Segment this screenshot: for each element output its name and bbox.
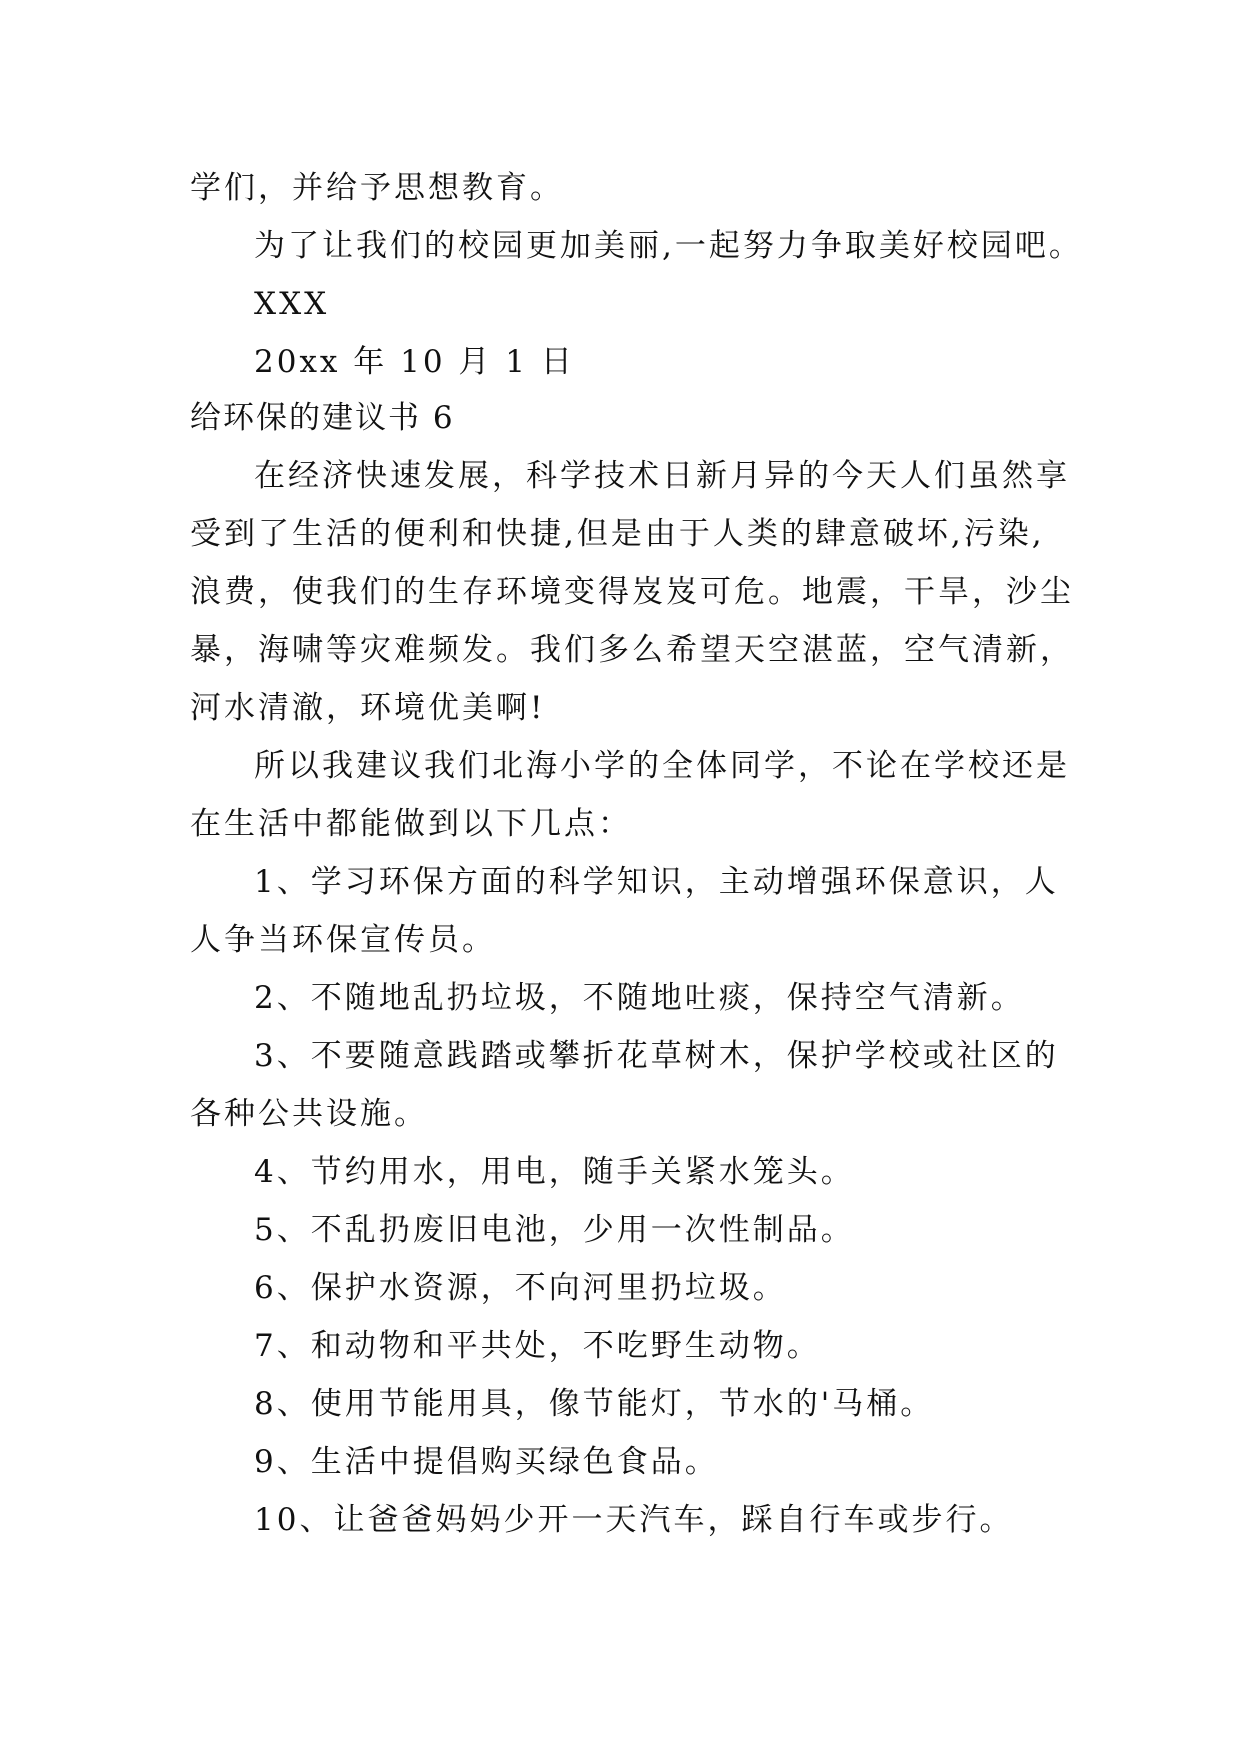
text-line: 暴，海啸等灾难频发。我们多么希望天空湛蓝，空气清新， bbox=[190, 632, 1074, 668]
signature-name: XXX bbox=[254, 286, 330, 322]
date-line: 20xx 年 10 月 1 日 bbox=[254, 344, 575, 380]
list-item: 6、保护水资源，不向河里扔垃圾。 bbox=[254, 1270, 787, 1306]
list-item: 10、让爸爸妈妈少开一天汽车，踩自行车或步行。 bbox=[254, 1502, 1014, 1538]
text-line: 所以我建议我们北海小学的全体同学，不论在学校还是 bbox=[254, 748, 1070, 784]
text-line: 受到了生活的便利和快捷,但是由于人类的肆意破坏,污染, bbox=[190, 516, 1045, 552]
text-line: 学们，并给予思想教育。 bbox=[190, 170, 564, 206]
list-item: 2、不随地乱扔垃圾，不随地吐痰，保持空气清新。 bbox=[254, 980, 1025, 1016]
list-item: 5、不乱扔废旧电池，少用一次性制品。 bbox=[254, 1212, 855, 1248]
list-item: 3、不要随意践踏或攀折花草树木，保护学校或社区的 bbox=[254, 1038, 1059, 1074]
list-item: 7、和动物和平共处，不吃野生动物。 bbox=[254, 1328, 821, 1364]
list-item: 1、学习环保方面的科学知识，主动增强环保意识，人 bbox=[254, 864, 1059, 900]
list-item: 9、生活中提倡购买绿色食品。 bbox=[254, 1444, 719, 1480]
text-line: 河水清澈，环境优美啊! bbox=[190, 690, 546, 726]
list-item: 4、节约用水，用电，随手关紧水笼头。 bbox=[254, 1154, 855, 1190]
text-line: 各种公共设施。 bbox=[190, 1096, 428, 1132]
text-line: 为了让我们的校园更加美丽,一起努力争取美好校园吧。 bbox=[254, 228, 1083, 264]
list-item: 8、使用节能用具，像节能灯，节水的'马桶。 bbox=[254, 1386, 935, 1422]
text-line: 浪费，使我们的生存环境变得岌岌可危。地震，干旱，沙尘 bbox=[190, 574, 1074, 610]
text-line: 人争当环保宣传员。 bbox=[190, 922, 496, 958]
section-title: 给环保的建议书 6 bbox=[190, 400, 455, 436]
text-line: 在经济快速发展，科学技术日新月异的今天人们虽然享 bbox=[254, 458, 1070, 494]
text-line: 在生活中都能做到以下几点： bbox=[190, 806, 632, 842]
